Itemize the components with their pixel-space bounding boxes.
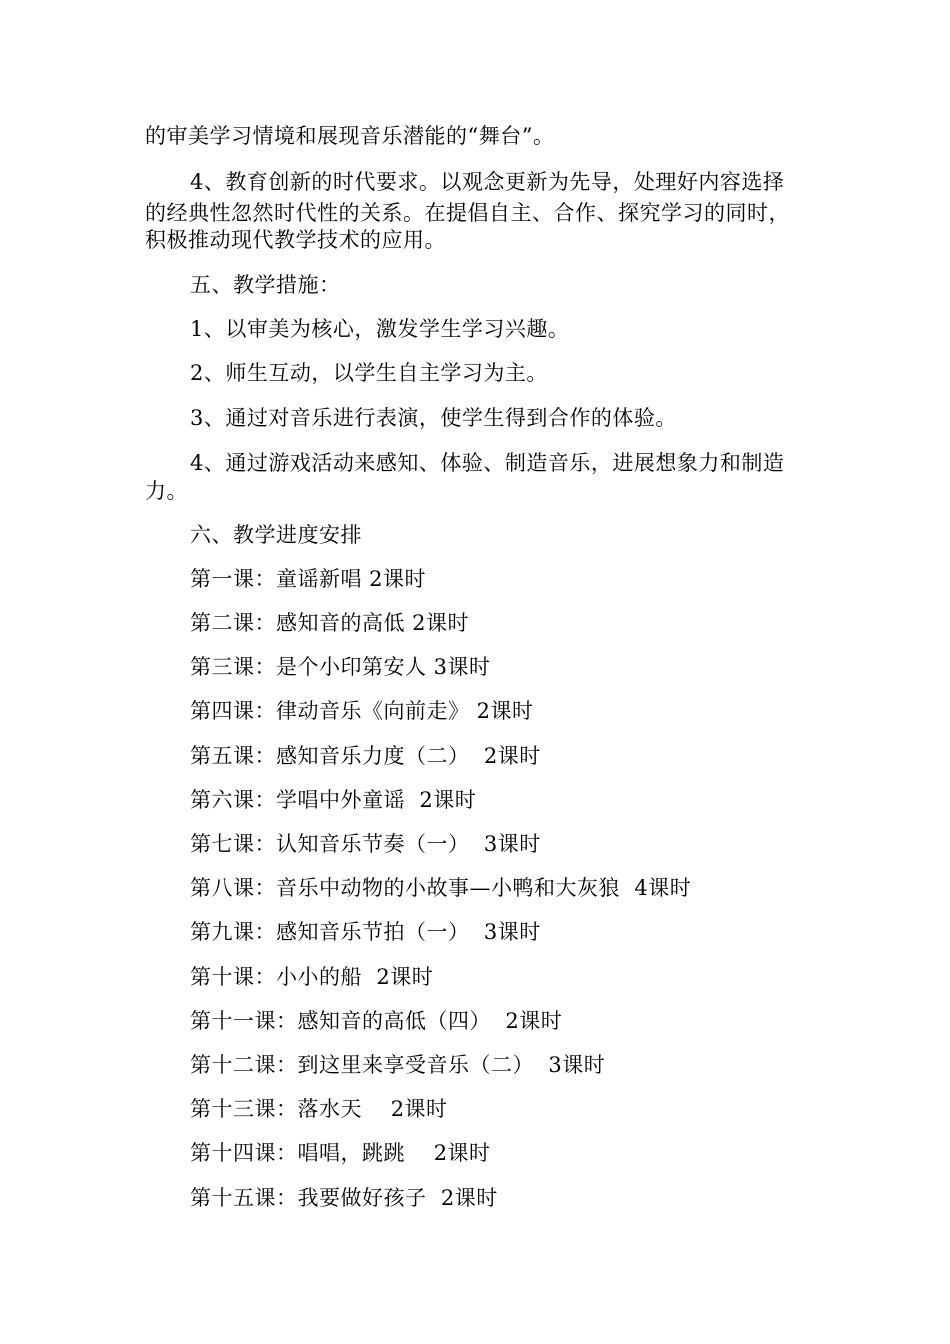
paragraph-4-line-3: 积极推动现代教学技术的应用。 [145, 228, 446, 252]
lesson-item: 第五课：感知音乐力度（二） 2课时 [190, 744, 541, 768]
measure-item: 3、通过对音乐进行表演，使学生得到合作的体验。 [190, 406, 677, 430]
paragraph-4-line-1: 4、教育创新的时代要求。以观念更新为先导，处理好内容选择 [190, 170, 785, 194]
lesson-item: 第六课：学唱中外童谣 2课时 [190, 788, 477, 812]
lesson-item: 第三课：是个小印第安人 3课时 [190, 655, 491, 679]
measure-item: 1、以审美为核心，激发学生学习兴趣。 [190, 317, 570, 341]
lesson-item: 第二课：感知音的高低 2课时 [190, 611, 470, 635]
lesson-item: 第十课：小小的船 2课时 [190, 965, 434, 989]
lesson-item: 第十一课：感知音的高低（四） 2课时 [190, 1009, 563, 1033]
measure-4-line-1: 4、通过游戏活动来感知、体验、制造音乐，进展想象力和制造 [190, 451, 785, 475]
lesson-item: 第一课：童谣新唱 2课时 [190, 567, 427, 591]
lesson-item: 第四课：律动音乐《向前走》 2课时 [190, 699, 534, 723]
section-6-heading: 六、教学进度安排 [190, 523, 362, 547]
lesson-item: 第八课：音乐中动物的小故事—小鸭和大灰狼 4课时 [190, 876, 692, 900]
measure-4-line-2: 力。 [145, 479, 188, 503]
lesson-item: 第十二课：到这里来享受音乐（二） 3课时 [190, 1053, 606, 1077]
measure-item: 2、师生互动，以学生自主学习为主。 [190, 361, 548, 385]
lesson-item: 第十五课：我要做好孩子 2课时 [190, 1186, 498, 1210]
lesson-item: 第九课：感知音乐节拍（一） 3课时 [190, 920, 541, 944]
lesson-item: 第十四课：唱唱，跳跳 2课时 [190, 1141, 491, 1165]
section-5-heading: 五、教学措施： [190, 273, 341, 297]
lesson-item: 第七课：认知音乐节奏（一） 3课时 [190, 832, 541, 856]
paragraph-intro-tail: 的审美学习情境和展现音乐潜能的“舞台”。 [145, 124, 555, 148]
paragraph-4-line-2: 的经典性忽然时代性的关系。在提倡自主、合作、探究学习的同时， [145, 201, 790, 225]
lesson-item: 第十三课：落水天 2课时 [190, 1097, 448, 1121]
